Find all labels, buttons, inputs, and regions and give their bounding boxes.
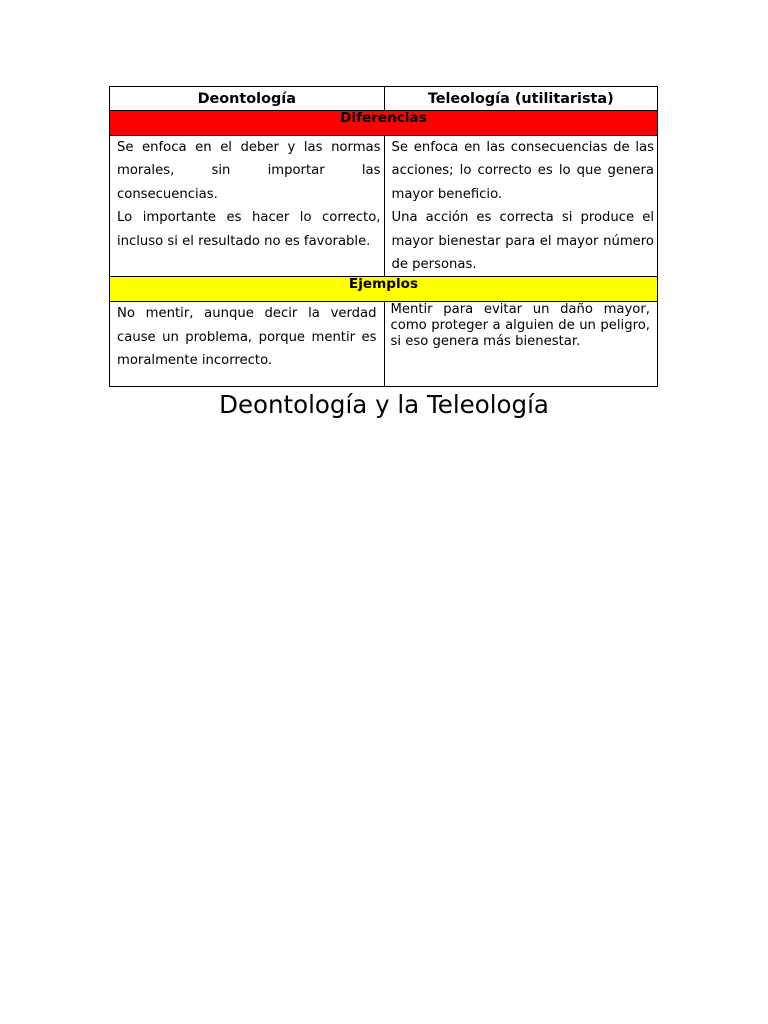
examples-deontologia-text: No mentir, aunque decir la verdad cause un problema, porque mentir es moralmente incorrecto.	[117, 306, 377, 369]
differences-deontologia-cell	[110, 136, 385, 277]
header-teleologia: Teleología (utilitarista)	[384, 87, 658, 111]
differences-band: Diferencias	[110, 111, 658, 136]
examples-teleologia-text: Mentir para evitar un daño mayor, como proteger a alguien de un peligro, si eso genera más bienestar.	[390, 302, 650, 349]
examples-band-row	[110, 277, 658, 302]
differences-deontologia-paragraph: Lo importante es hacer lo correcto, incluso si el resultado no es favorable.	[117, 210, 381, 249]
examples-row	[110, 302, 658, 387]
examples-deontologia-cell	[110, 302, 385, 387]
differences-teleologia-paragraph: Una acción es correcta si produce el mayor bienestar para el mayor número de personas.	[391, 210, 654, 273]
examples-teleologia-cell	[384, 302, 658, 387]
differences-row	[110, 136, 658, 277]
table-header-row	[110, 87, 658, 111]
differences-teleologia-cell	[384, 136, 658, 277]
differences-teleologia-paragraph: Se enfoca en las consecuencias de las acciones; lo correcto es lo que genera mayor beneficio.	[391, 140, 654, 202]
document-caption: Deontología y la Teleología	[219, 390, 549, 419]
examples-band: Ejemplos	[110, 277, 658, 302]
differences-band-row	[110, 111, 658, 136]
differences-deontologia-paragraph: Se enfoca en el deber y las normas morales, sin importar las consecuencias.	[117, 140, 381, 202]
comparison-table	[109, 86, 658, 387]
header-deontologia: Deontología	[110, 87, 385, 111]
